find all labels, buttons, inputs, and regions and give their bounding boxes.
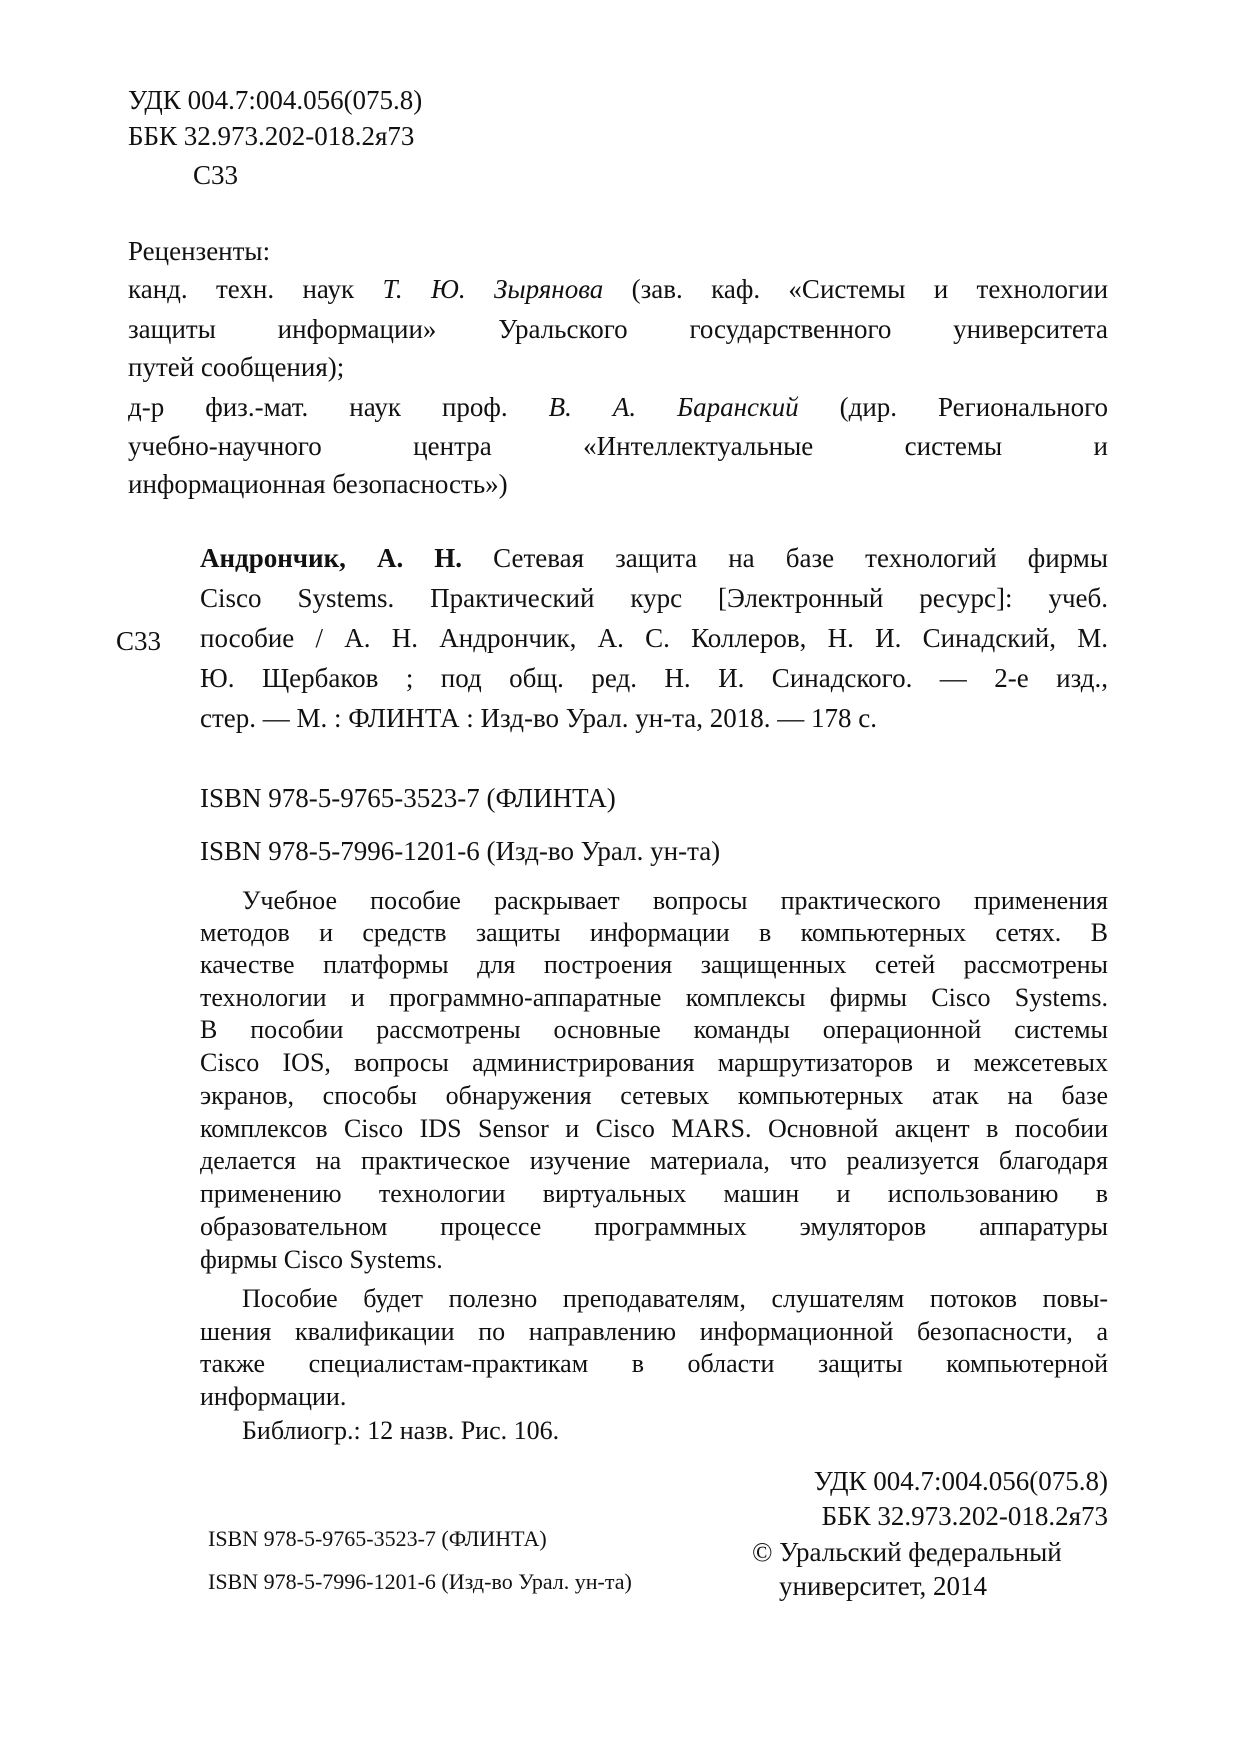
header-code: С33 [193,160,239,190]
reviewer-2-name: В. А. Баранский [548,392,799,422]
annotation-p1-line: методов и средств защиты информации в компьютерных сетях. В [200,918,1108,947]
biblio-line-3: пособие / А. Н. Андрончик, А. С. Коллеров, Н. И. Синадский, М. [200,623,1108,653]
biblio-line-4: Ю. Щербаков ; под общ. ред. Н. И. Синадского. — 2-е изд., [200,663,1108,693]
annotation-p1-line: качестве платформы для построения защищенных сетей рассмотрены [200,950,1108,979]
isbn-flinta: ISBN 978-5-9765-3523-7 (ФЛИНТА) [200,783,616,813]
reviewer-2-prefix: д-р физ.-мат. наук проф. [128,392,508,422]
annotation-p1-line: экранов, способы обнаружения сетевых компьютерных атак на базе [200,1081,1108,1110]
annotation-p2-line: информации. [200,1382,347,1411]
footer-bbk: ББК 32.973.202-018.2я73 [821,1501,1108,1531]
biblio-line-2: Cisco Systems. Практический курс [Электронный ресурс]: учеб. [200,583,1108,613]
annotation-p1-line: комплексов Cisco IDS Sensor и Cisco MARS. Основной акцент в пособии [200,1114,1108,1143]
reviewer-1-suffix: (зав. каф. «Системы и технологии [631,274,1109,304]
reviewers-title: Рецензенты: [128,236,271,266]
footer-udk: УДК 004.7:004.056(075.8) [813,1466,1108,1496]
annotation-p1-line: фирмы Cisco Systems. [200,1245,443,1274]
annotation-p1-line: технологии и программно-аппаратные комплексы фирмы Cisco Systems. [200,983,1108,1012]
biblio-line-1 [200,540,1108,576]
reviewer-2-suffix: (дир. Регионального [839,392,1108,422]
reviewer-2-line-2: учебно-научного центра «Интеллектуальные системы и [128,431,1108,461]
footer-copyright-line-2: университет, 2014 [779,1571,987,1601]
reviewer-1-line-2: защиты информации» Уральского государственного университета [128,314,1108,344]
biblio-code: С33 [116,626,162,656]
reviewer-1-prefix: канд. техн. наук [128,274,355,304]
reviewer-1-line-3: путей сообщения); [128,352,345,382]
reviewer-2-line-3: информационная безопасность») [128,469,508,499]
annotation-p1-line: Учебное пособие раскрывает вопросы практического применения [242,886,1108,915]
reviewer-2-line-1 [128,389,1108,425]
reviewer-1-name: Т. Ю. Зырянова [382,274,604,304]
footer-copyright-line-1: © Уральский федеральный [752,1537,1062,1567]
footer-isbn-ural: ISBN 978-5-7996-1201-6 (Изд-во Урал. ун-та) [208,1569,632,1594]
isbn-ural: ISBN 978-5-7996-1201-6 (Изд-во Урал. ун-та) [200,836,721,866]
reviewer-1-line-1 [128,271,1108,307]
biblio-title: Сетевая защита на базе технологий фирмы [493,543,1108,573]
header-bbk: ББК 32.973.202-018.2я73 [128,121,415,151]
annotation-biblio-count: Библиогр.: 12 назв. Рис. 106. [242,1416,560,1445]
biblio-line-5: стер. — М. : ФЛИНТА : Изд-во Урал. ун-та, 2018. — 178 с. [200,703,877,733]
annotation-p2-line: шения квалификации по направлению информационной безопасности, а [200,1317,1108,1346]
annotation-p1-line: применению технологии виртуальных машин и использованию в [200,1179,1108,1208]
footer-isbn-flinta: ISBN 978-5-9765-3523-7 (ФЛИНТА) [208,1526,547,1551]
annotation-p1-line: делается на практическое изучение материала, что реализуется благодаря [200,1146,1108,1175]
annotation-p2-line: Пособие будет полезно преподавателям, слушателям потоков повы- [242,1284,1108,1313]
annotation-p1-line: Cisco IOS, вопросы администрирования маршрутизаторов и межсетевых [200,1048,1108,1077]
biblio-author: Андрончик, А. Н. [200,543,463,573]
annotation-p1-line: В пособии рассмотрены основные команды операционной системы [200,1015,1108,1044]
annotation-p1-line: образовательном процессе программных эмуляторов аппаратуры [200,1212,1108,1241]
header-udk: УДК 004.7:004.056(075.8) [128,85,423,115]
annotation-p2-line: также специалистам-практикам в области защиты компьютерной [200,1349,1108,1378]
